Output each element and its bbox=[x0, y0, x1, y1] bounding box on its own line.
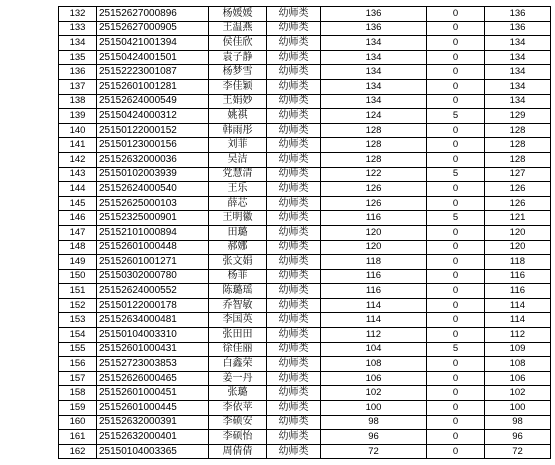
table-body bbox=[59, 7, 551, 459]
cell-score: 134 bbox=[321, 65, 427, 80]
cell-total: 108 bbox=[485, 357, 551, 372]
cell-exam-id: 25152601000451 bbox=[97, 386, 209, 401]
cell-exam-id: 25150424000312 bbox=[97, 109, 209, 124]
cell-bonus: 0 bbox=[427, 123, 485, 138]
cell-score: 72 bbox=[321, 444, 427, 459]
cell-exam-id: 25152601001271 bbox=[97, 255, 209, 270]
cell-category: 幼师类 bbox=[267, 21, 321, 36]
cell-number: 151 bbox=[59, 284, 97, 299]
cell-bonus: 0 bbox=[427, 79, 485, 94]
cell-number: 135 bbox=[59, 50, 97, 65]
cell-name: 郝娜 bbox=[209, 240, 267, 255]
cell-name: 吴洁 bbox=[209, 152, 267, 167]
table-row bbox=[59, 65, 551, 80]
cell-score: 134 bbox=[321, 36, 427, 51]
cell-name: 袁子静 bbox=[209, 50, 267, 65]
cell-number: 137 bbox=[59, 79, 97, 94]
table-row bbox=[59, 415, 551, 430]
table-row bbox=[59, 401, 551, 416]
cell-bonus: 5 bbox=[427, 342, 485, 357]
cell-name: 李佳颖 bbox=[209, 79, 267, 94]
cell-exam-id: 25150122000178 bbox=[97, 298, 209, 313]
cell-exam-id: 25150104003310 bbox=[97, 328, 209, 343]
cell-total: 114 bbox=[485, 313, 551, 328]
cell-number: 161 bbox=[59, 430, 97, 445]
cell-name: 李国英 bbox=[209, 313, 267, 328]
cell-category: 幼师类 bbox=[267, 269, 321, 284]
table-row bbox=[59, 298, 551, 313]
cell-total: 129 bbox=[485, 109, 551, 124]
cell-category: 幼师类 bbox=[267, 196, 321, 211]
table-row bbox=[59, 50, 551, 65]
table-row bbox=[59, 182, 551, 197]
cell-number: 150 bbox=[59, 269, 97, 284]
table-row bbox=[59, 342, 551, 357]
cell-bonus: 0 bbox=[427, 21, 485, 36]
cell-score: 128 bbox=[321, 123, 427, 138]
cell-total: 98 bbox=[485, 415, 551, 430]
cell-exam-id: 25150123000156 bbox=[97, 138, 209, 153]
cell-number: 157 bbox=[59, 371, 97, 386]
cell-total: 136 bbox=[485, 7, 551, 22]
cell-score: 102 bbox=[321, 386, 427, 401]
table-row bbox=[59, 371, 551, 386]
cell-number: 134 bbox=[59, 36, 97, 51]
table-row bbox=[59, 109, 551, 124]
cell-category: 幼师类 bbox=[267, 109, 321, 124]
cell-number: 146 bbox=[59, 211, 97, 226]
cell-bonus: 0 bbox=[427, 444, 485, 459]
cell-total: 134 bbox=[485, 50, 551, 65]
cell-total: 120 bbox=[485, 240, 551, 255]
table-row bbox=[59, 167, 551, 182]
cell-category: 幼师类 bbox=[267, 7, 321, 22]
cell-total: 72 bbox=[485, 444, 551, 459]
table-row bbox=[59, 328, 551, 343]
cell-number: 149 bbox=[59, 255, 97, 270]
cell-total: 121 bbox=[485, 211, 551, 226]
cell-number: 138 bbox=[59, 94, 97, 109]
cell-name: 田璐 bbox=[209, 225, 267, 240]
cell-bonus: 0 bbox=[427, 357, 485, 372]
cell-number: 154 bbox=[59, 328, 97, 343]
cell-total: 116 bbox=[485, 284, 551, 299]
cell-name: 李硕安 bbox=[209, 415, 267, 430]
cell-category: 幼师类 bbox=[267, 284, 321, 299]
cell-score: 116 bbox=[321, 211, 427, 226]
cell-bonus: 5 bbox=[427, 211, 485, 226]
cell-category: 幼师类 bbox=[267, 36, 321, 51]
cell-total: 102 bbox=[485, 386, 551, 401]
cell-bonus: 0 bbox=[427, 50, 485, 65]
cell-score: 98 bbox=[321, 415, 427, 430]
table-row bbox=[59, 430, 551, 445]
cell-name: 杨媛媛 bbox=[209, 7, 267, 22]
cell-category: 幼师类 bbox=[267, 50, 321, 65]
table-row bbox=[59, 152, 551, 167]
cell-bonus: 0 bbox=[427, 386, 485, 401]
cell-bonus: 0 bbox=[427, 255, 485, 270]
cell-score: 134 bbox=[321, 79, 427, 94]
cell-exam-id: 25150122000152 bbox=[97, 123, 209, 138]
cell-total: 100 bbox=[485, 401, 551, 416]
cell-category: 幼师类 bbox=[267, 328, 321, 343]
cell-category: 幼师类 bbox=[267, 444, 321, 459]
cell-bonus: 0 bbox=[427, 94, 485, 109]
cell-category: 幼师类 bbox=[267, 357, 321, 372]
cell-number: 155 bbox=[59, 342, 97, 357]
cell-bonus: 0 bbox=[427, 430, 485, 445]
table-row bbox=[59, 284, 551, 299]
cell-number: 136 bbox=[59, 65, 97, 80]
cell-total: 134 bbox=[485, 36, 551, 51]
cell-number: 152 bbox=[59, 298, 97, 313]
cell-bonus: 0 bbox=[427, 269, 485, 284]
table-row bbox=[59, 357, 551, 372]
cell-exam-id: 25150302000780 bbox=[97, 269, 209, 284]
cell-category: 幼师类 bbox=[267, 138, 321, 153]
cell-total: 128 bbox=[485, 152, 551, 167]
cell-exam-id: 25152325000901 bbox=[97, 211, 209, 226]
cell-total: 128 bbox=[485, 138, 551, 153]
cell-bonus: 0 bbox=[427, 65, 485, 80]
table-row bbox=[59, 123, 551, 138]
cell-name: 王娟妙 bbox=[209, 94, 267, 109]
score-table bbox=[58, 6, 551, 459]
cell-number: 144 bbox=[59, 182, 97, 197]
cell-score: 112 bbox=[321, 328, 427, 343]
cell-score: 136 bbox=[321, 21, 427, 36]
cell-bonus: 0 bbox=[427, 7, 485, 22]
cell-number: 143 bbox=[59, 167, 97, 182]
cell-name: 王温燕 bbox=[209, 21, 267, 36]
cell-bonus: 0 bbox=[427, 371, 485, 386]
table-row bbox=[59, 444, 551, 459]
cell-category: 幼师类 bbox=[267, 182, 321, 197]
cell-number: 142 bbox=[59, 152, 97, 167]
cell-score: 114 bbox=[321, 298, 427, 313]
cell-bonus: 0 bbox=[427, 313, 485, 328]
cell-total: 136 bbox=[485, 21, 551, 36]
cell-category: 幼师类 bbox=[267, 342, 321, 357]
table-row bbox=[59, 196, 551, 211]
cell-score: 136 bbox=[321, 7, 427, 22]
cell-category: 幼师类 bbox=[267, 152, 321, 167]
cell-name: 李依苹 bbox=[209, 401, 267, 416]
cell-total: 134 bbox=[485, 94, 551, 109]
cell-score: 124 bbox=[321, 109, 427, 124]
cell-name: 张文娟 bbox=[209, 255, 267, 270]
cell-name: 党慧清 bbox=[209, 167, 267, 182]
cell-exam-id: 25152101000894 bbox=[97, 225, 209, 240]
cell-category: 幼师类 bbox=[267, 65, 321, 80]
cell-number: 140 bbox=[59, 123, 97, 138]
cell-total: 109 bbox=[485, 342, 551, 357]
cell-exam-id: 25152624000540 bbox=[97, 182, 209, 197]
cell-name: 姚祺 bbox=[209, 109, 267, 124]
cell-number: 159 bbox=[59, 401, 97, 416]
cell-score: 120 bbox=[321, 225, 427, 240]
table-row bbox=[59, 21, 551, 36]
cell-category: 幼师类 bbox=[267, 298, 321, 313]
cell-exam-id: 25152624000549 bbox=[97, 94, 209, 109]
cell-bonus: 0 bbox=[427, 225, 485, 240]
cell-category: 幼师类 bbox=[267, 401, 321, 416]
cell-exam-id: 25152627000896 bbox=[97, 7, 209, 22]
cell-number: 132 bbox=[59, 7, 97, 22]
table-row bbox=[59, 138, 551, 153]
cell-category: 幼师类 bbox=[267, 240, 321, 255]
cell-exam-id: 25152223001087 bbox=[97, 65, 209, 80]
cell-exam-id: 25152624000552 bbox=[97, 284, 209, 299]
table-row bbox=[59, 94, 551, 109]
score-sheet bbox=[58, 6, 551, 459]
cell-category: 幼师类 bbox=[267, 94, 321, 109]
cell-bonus: 0 bbox=[427, 152, 485, 167]
cell-exam-id: 25152634000481 bbox=[97, 313, 209, 328]
cell-total: 128 bbox=[485, 123, 551, 138]
cell-exam-id: 25152601000445 bbox=[97, 401, 209, 416]
cell-exam-id: 25150424001501 bbox=[97, 50, 209, 65]
cell-bonus: 0 bbox=[427, 328, 485, 343]
cell-bonus: 0 bbox=[427, 196, 485, 211]
cell-category: 幼师类 bbox=[267, 211, 321, 226]
cell-bonus: 0 bbox=[427, 240, 485, 255]
cell-score: 108 bbox=[321, 357, 427, 372]
cell-exam-id: 25152632000036 bbox=[97, 152, 209, 167]
table-row bbox=[59, 269, 551, 284]
cell-exam-id: 25152601000431 bbox=[97, 342, 209, 357]
cell-exam-id: 25152627000905 bbox=[97, 21, 209, 36]
cell-score: 118 bbox=[321, 255, 427, 270]
cell-total: 134 bbox=[485, 65, 551, 80]
table-row bbox=[59, 36, 551, 51]
cell-name: 刘菲 bbox=[209, 138, 267, 153]
cell-bonus: 0 bbox=[427, 138, 485, 153]
cell-category: 幼师类 bbox=[267, 79, 321, 94]
cell-exam-id: 25152632000391 bbox=[97, 415, 209, 430]
cell-name: 薛芯 bbox=[209, 196, 267, 211]
cell-score: 116 bbox=[321, 269, 427, 284]
cell-score: 122 bbox=[321, 167, 427, 182]
cell-exam-id: 25152723003853 bbox=[97, 357, 209, 372]
table-row bbox=[59, 313, 551, 328]
cell-total: 127 bbox=[485, 167, 551, 182]
cell-score: 116 bbox=[321, 284, 427, 299]
cell-score: 104 bbox=[321, 342, 427, 357]
table-row bbox=[59, 225, 551, 240]
cell-score: 134 bbox=[321, 50, 427, 65]
table-row bbox=[59, 211, 551, 226]
cell-name: 韩雨彤 bbox=[209, 123, 267, 138]
cell-exam-id: 25152601000448 bbox=[97, 240, 209, 255]
cell-bonus: 0 bbox=[427, 401, 485, 416]
table-row bbox=[59, 255, 551, 270]
cell-category: 幼师类 bbox=[267, 415, 321, 430]
cell-exam-id: 25150102003939 bbox=[97, 167, 209, 182]
cell-bonus: 5 bbox=[427, 167, 485, 182]
cell-number: 158 bbox=[59, 386, 97, 401]
cell-number: 162 bbox=[59, 444, 97, 459]
cell-exam-id: 25152601001281 bbox=[97, 79, 209, 94]
table-row bbox=[59, 79, 551, 94]
cell-name: 徐佳丽 bbox=[209, 342, 267, 357]
cell-score: 96 bbox=[321, 430, 427, 445]
cell-category: 幼师类 bbox=[267, 371, 321, 386]
cell-total: 112 bbox=[485, 328, 551, 343]
table-row bbox=[59, 7, 551, 22]
cell-total: 116 bbox=[485, 269, 551, 284]
cell-score: 100 bbox=[321, 401, 427, 416]
cell-number: 156 bbox=[59, 357, 97, 372]
cell-category: 幼师类 bbox=[267, 313, 321, 328]
cell-category: 幼师类 bbox=[267, 430, 321, 445]
cell-category: 幼师类 bbox=[267, 386, 321, 401]
cell-name: 杨梦雪 bbox=[209, 65, 267, 80]
cell-name: 陈璐瑶 bbox=[209, 284, 267, 299]
cell-score: 126 bbox=[321, 182, 427, 197]
cell-name: 张田田 bbox=[209, 328, 267, 343]
cell-category: 幼师类 bbox=[267, 225, 321, 240]
cell-bonus: 0 bbox=[427, 182, 485, 197]
cell-score: 106 bbox=[321, 371, 427, 386]
cell-name: 姜一丹 bbox=[209, 371, 267, 386]
cell-name: 侯佳欣 bbox=[209, 36, 267, 51]
table-row bbox=[59, 386, 551, 401]
cell-number: 133 bbox=[59, 21, 97, 36]
cell-name: 李硕怡 bbox=[209, 430, 267, 445]
cell-exam-id: 25152625000103 bbox=[97, 196, 209, 211]
cell-total: 118 bbox=[485, 255, 551, 270]
cell-exam-id: 25152626000465 bbox=[97, 371, 209, 386]
cell-total: 126 bbox=[485, 196, 551, 211]
cell-name: 杨菲 bbox=[209, 269, 267, 284]
cell-exam-id: 25152632000401 bbox=[97, 430, 209, 445]
cell-number: 160 bbox=[59, 415, 97, 430]
cell-total: 126 bbox=[485, 182, 551, 197]
cell-score: 114 bbox=[321, 313, 427, 328]
cell-total: 96 bbox=[485, 430, 551, 445]
cell-number: 139 bbox=[59, 109, 97, 124]
cell-total: 114 bbox=[485, 298, 551, 313]
cell-category: 幼师类 bbox=[267, 255, 321, 270]
cell-number: 141 bbox=[59, 138, 97, 153]
cell-bonus: 0 bbox=[427, 415, 485, 430]
cell-score: 120 bbox=[321, 240, 427, 255]
cell-category: 幼师类 bbox=[267, 123, 321, 138]
cell-name: 乔智敏 bbox=[209, 298, 267, 313]
cell-number: 153 bbox=[59, 313, 97, 328]
table-row bbox=[59, 240, 551, 255]
cell-name: 周倩倩 bbox=[209, 444, 267, 459]
cell-score: 134 bbox=[321, 94, 427, 109]
cell-name: 白鑫荣 bbox=[209, 357, 267, 372]
cell-name: 王乐 bbox=[209, 182, 267, 197]
cell-score: 128 bbox=[321, 138, 427, 153]
cell-exam-id: 25150104003365 bbox=[97, 444, 209, 459]
cell-name: 王明徽 bbox=[209, 211, 267, 226]
cell-number: 147 bbox=[59, 225, 97, 240]
cell-bonus: 0 bbox=[427, 36, 485, 51]
cell-number: 145 bbox=[59, 196, 97, 211]
cell-score: 128 bbox=[321, 152, 427, 167]
cell-total: 120 bbox=[485, 225, 551, 240]
cell-category: 幼师类 bbox=[267, 167, 321, 182]
cell-bonus: 0 bbox=[427, 284, 485, 299]
cell-exam-id: 25150421001394 bbox=[97, 36, 209, 51]
cell-bonus: 0 bbox=[427, 298, 485, 313]
cell-total: 106 bbox=[485, 371, 551, 386]
cell-number: 148 bbox=[59, 240, 97, 255]
cell-bonus: 5 bbox=[427, 109, 485, 124]
cell-name: 张璐 bbox=[209, 386, 267, 401]
cell-score: 126 bbox=[321, 196, 427, 211]
cell-total: 134 bbox=[485, 79, 551, 94]
